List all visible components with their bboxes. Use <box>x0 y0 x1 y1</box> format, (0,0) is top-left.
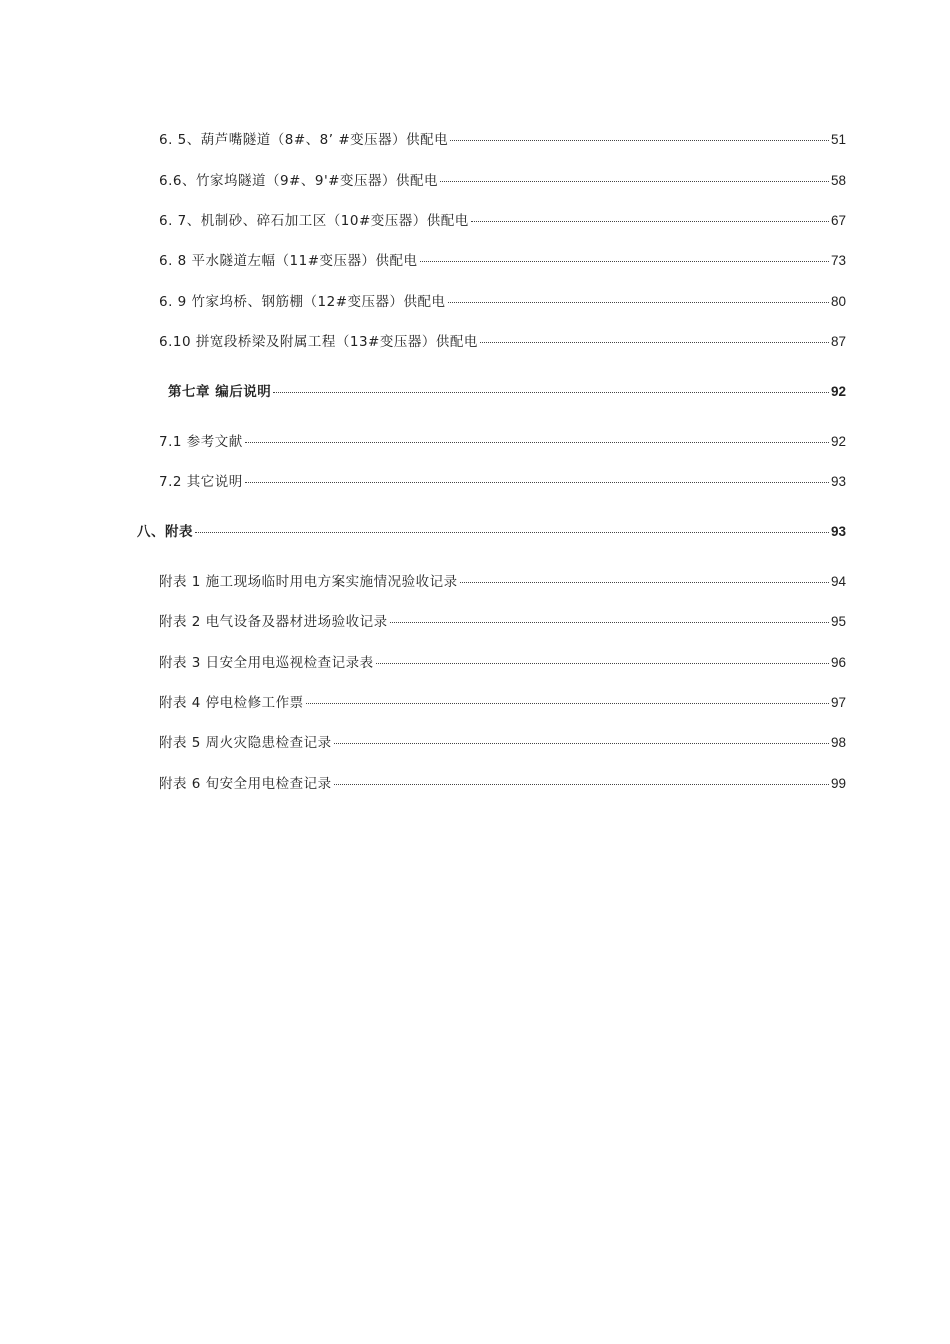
toc-entry-appendix-5[interactable] <box>159 734 846 752</box>
toc-entry-title: 6. 7、机制砂、碎石加工区（10#变压器）供配电 <box>159 213 469 229</box>
toc-dot-leader <box>420 261 829 262</box>
toc-entry-title: 第七章 编后说明 <box>168 384 272 400</box>
toc-dot-leader <box>448 302 829 303</box>
toc-page-number: 95 <box>830 614 846 629</box>
toc-page-number: 93 <box>830 474 846 489</box>
toc-dot-leader <box>480 342 829 343</box>
toc-entry-title: 附表 4 停电检修工作票 <box>159 695 304 711</box>
toc-page-number: 93 <box>830 524 846 539</box>
toc-page-number: 80 <box>830 294 846 309</box>
toc-entry-6-9[interactable] <box>159 293 846 311</box>
toc-page-number: 92 <box>830 384 846 399</box>
toc-entry-title: 附表 3 日安全用电巡视检查记录表 <box>159 655 374 671</box>
toc-entry-chapter-7[interactable] <box>168 383 846 401</box>
toc-page-number: 96 <box>830 655 846 670</box>
toc-page-number: 98 <box>830 735 846 750</box>
toc-entry-title: 6. 8 平水隧道左幅（11#变压器）供配电 <box>159 253 418 269</box>
toc-entry-6-8[interactable] <box>159 252 846 270</box>
toc-dot-leader <box>245 442 829 443</box>
toc-dot-leader <box>376 663 829 664</box>
toc-entry-7-1[interactable] <box>159 433 846 451</box>
toc-entry-title: 6. 5、葫芦嘴隧道（8#、8’ #变压器）供配电 <box>159 132 449 148</box>
toc-page-number: 67 <box>830 213 846 228</box>
toc-entry-6-10[interactable] <box>159 333 846 351</box>
toc-page-number: 97 <box>830 695 846 710</box>
toc-entry-6-6[interactable] <box>159 172 846 190</box>
toc-entry-title: 7.2 其它说明 <box>159 474 243 490</box>
toc-entry-title: 7.1 参考文献 <box>159 434 243 450</box>
toc-page-number: 73 <box>830 253 846 268</box>
toc-entry-appendix-6[interactable] <box>159 775 846 793</box>
toc-entry-6-7[interactable] <box>159 212 846 230</box>
toc-page-number: 99 <box>830 776 846 791</box>
toc-entry-appendix-4[interactable] <box>159 694 846 712</box>
toc-dot-leader <box>306 703 829 704</box>
toc-entry-title: 6.6、竹家坞隧道（9#、9'#变压器）供配电 <box>159 173 438 189</box>
toc-entry-title: 八、附表 <box>137 524 193 540</box>
toc-entry-appendix-1[interactable] <box>159 573 846 591</box>
toc-dot-leader <box>390 622 829 623</box>
toc-entry-title: 6.10 拼宽段桥梁及附属工程（13#变压器）供配电 <box>159 334 478 350</box>
toc-page-number: 87 <box>830 334 846 349</box>
toc-entry-appendix-3[interactable] <box>159 654 846 672</box>
toc-entry-6-5[interactable] <box>159 131 846 149</box>
toc-dot-leader <box>460 582 829 583</box>
toc-dot-leader <box>471 221 829 222</box>
toc-entry-title: 附表 2 电气设备及器材进场验收记录 <box>159 614 388 630</box>
toc-page-number: 94 <box>830 574 846 589</box>
toc-dot-leader <box>245 482 829 483</box>
toc-entry-title: 附表 1 施工现场临时用电方案实施情况验收记录 <box>159 574 458 590</box>
toc-entry-title: 6. 9 竹家坞桥、钢筋棚（12#变压器）供配电 <box>159 294 446 310</box>
toc-dot-leader <box>273 392 829 393</box>
toc-entry-title: 附表 5 周火灾隐患检查记录 <box>159 735 332 751</box>
toc-dot-leader <box>195 532 829 533</box>
toc-entry-7-2[interactable] <box>159 473 846 491</box>
toc-page-number: 92 <box>830 434 846 449</box>
toc-entry-section-8[interactable] <box>137 523 846 541</box>
toc-dot-leader <box>334 743 829 744</box>
toc-entry-title: 附表 6 旬安全用电检查记录 <box>159 776 332 792</box>
toc-dot-leader <box>450 140 829 141</box>
toc-entry-appendix-2[interactable] <box>159 613 846 631</box>
toc-page-number: 51 <box>830 132 846 147</box>
toc-page-number: 58 <box>830 173 846 188</box>
toc-dot-leader <box>440 181 829 182</box>
toc-dot-leader <box>334 784 829 785</box>
